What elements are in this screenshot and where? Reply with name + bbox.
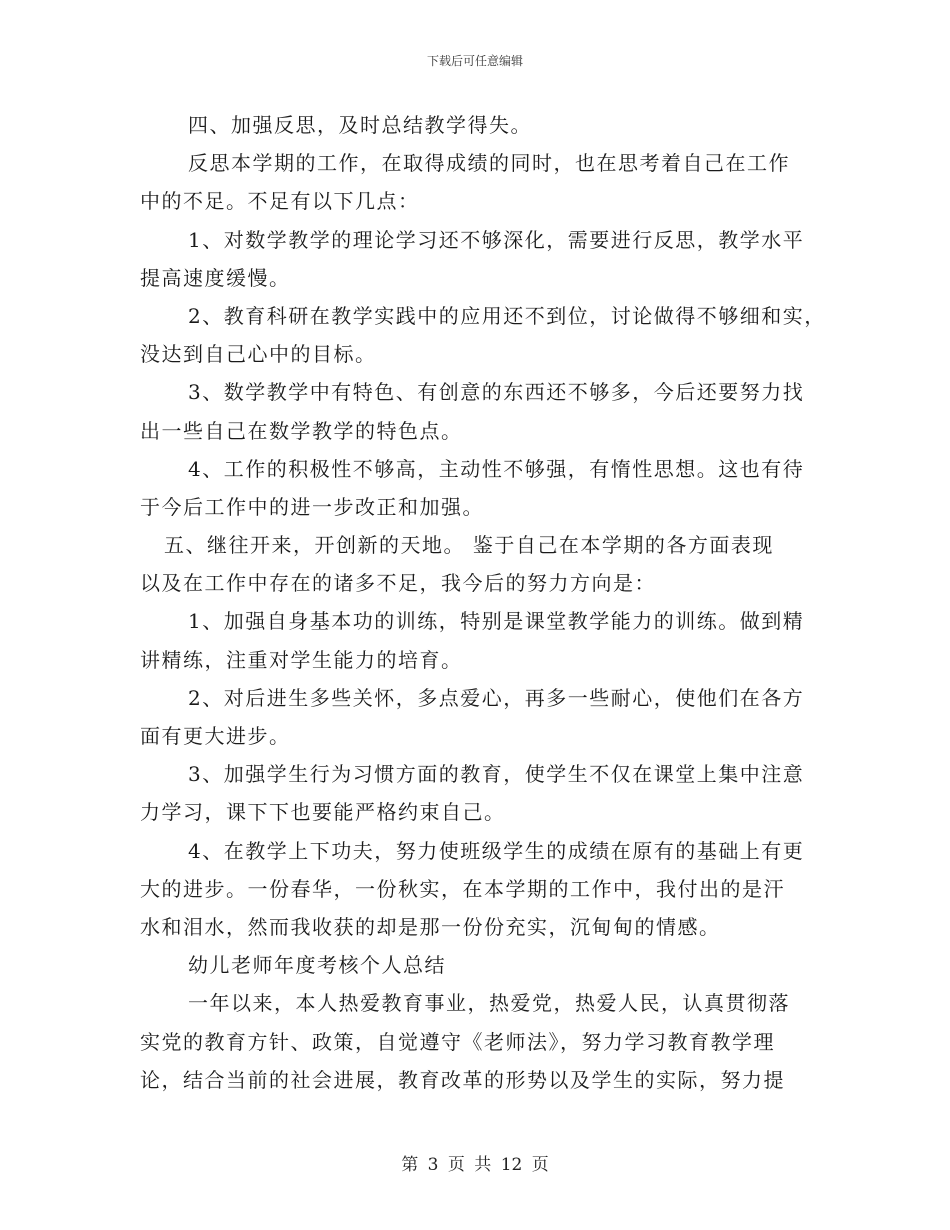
text-line: 一年以来，本人热爱教育事业，热爱党，热爱人民，认真贯彻落: [188, 991, 790, 1016]
text-line: 出一些自己在数学教学的特色点。: [140, 418, 463, 443]
text-line: 4、工作的积极性不够高，主动性不够强，有惰性思想。这也有待: [188, 456, 805, 481]
text-line: 实党的教育方针、政策，自觉遵守《老师法》，努力学习教育教学理: [140, 1029, 775, 1054]
text-line: 大的进步。一份春华，一份秋实，在本学期的工作中，我付出的是汗: [140, 876, 785, 901]
text-line: 幼儿老师年度考核个人总结: [188, 953, 446, 978]
page-header: 下载后可任意编辑: [426, 54, 523, 68]
text-line: 以及在工作中存在的诸多不足，我今后的努力方向是：: [140, 571, 656, 596]
text-line: 五、继往开来，开创新的天地。 鉴于自己在本学期的各方面表现: [164, 533, 774, 558]
text-line: 于今后工作中的进一步改正和加强。: [140, 494, 484, 519]
text-line: 3、数学教学中有特色、有创意的东西还不够多，今后还要努力找: [188, 380, 805, 405]
text-line: 1、加强自身基本功的训练，特别是课堂教学能力的训练。做到精: [188, 609, 805, 634]
text-line: 提高速度缓慢。: [140, 265, 291, 290]
text-line: 论，结合当前的社会进展，教育改革的形势以及学生的实际，努力提: [140, 1067, 785, 1092]
text-line: 没达到自己心中的目标。: [140, 342, 377, 367]
text-line: 2、教育科研在教学实践中的应用还不到位，讨论做得不够细和实，: [188, 303, 826, 328]
text-line: 力学习，课下下也要能严格约束自己。: [140, 800, 506, 825]
text-line: 四、加强反思，及时总结教学得失。: [188, 113, 532, 137]
text-line: 4、在教学上下功夫，努力使班级学生的成绩在原有的基础上有更: [188, 838, 805, 863]
text-line: 水和泪水，然而我收获的却是那一份份充实，沉甸甸的情感。: [140, 914, 721, 939]
text-line: 2、对后进生多些关怀，多点爱心，再多一些耐心，使他们在各方: [188, 685, 805, 710]
page-footer: 第 3 页 共 12 页: [401, 1155, 549, 1175]
text-line: 讲精练，注重对学生能力的培育。: [140, 647, 463, 672]
text-line: 中的不足。不足有以下几点：: [140, 189, 420, 214]
text-line: 面有更大进步。: [140, 724, 291, 748]
text-line: 反思本学期的工作，在取得成绩的同时，也在思考着自己在工作: [188, 151, 790, 176]
document-body: [140, 106, 826, 1099]
text-line: 3、加强学生行为习惯方面的教育，使学生不仅在课堂上集中注意: [188, 762, 805, 787]
text-line: 1、对数学教学的理论学习还不够深化，需要进行反思，教学水平: [188, 227, 805, 252]
